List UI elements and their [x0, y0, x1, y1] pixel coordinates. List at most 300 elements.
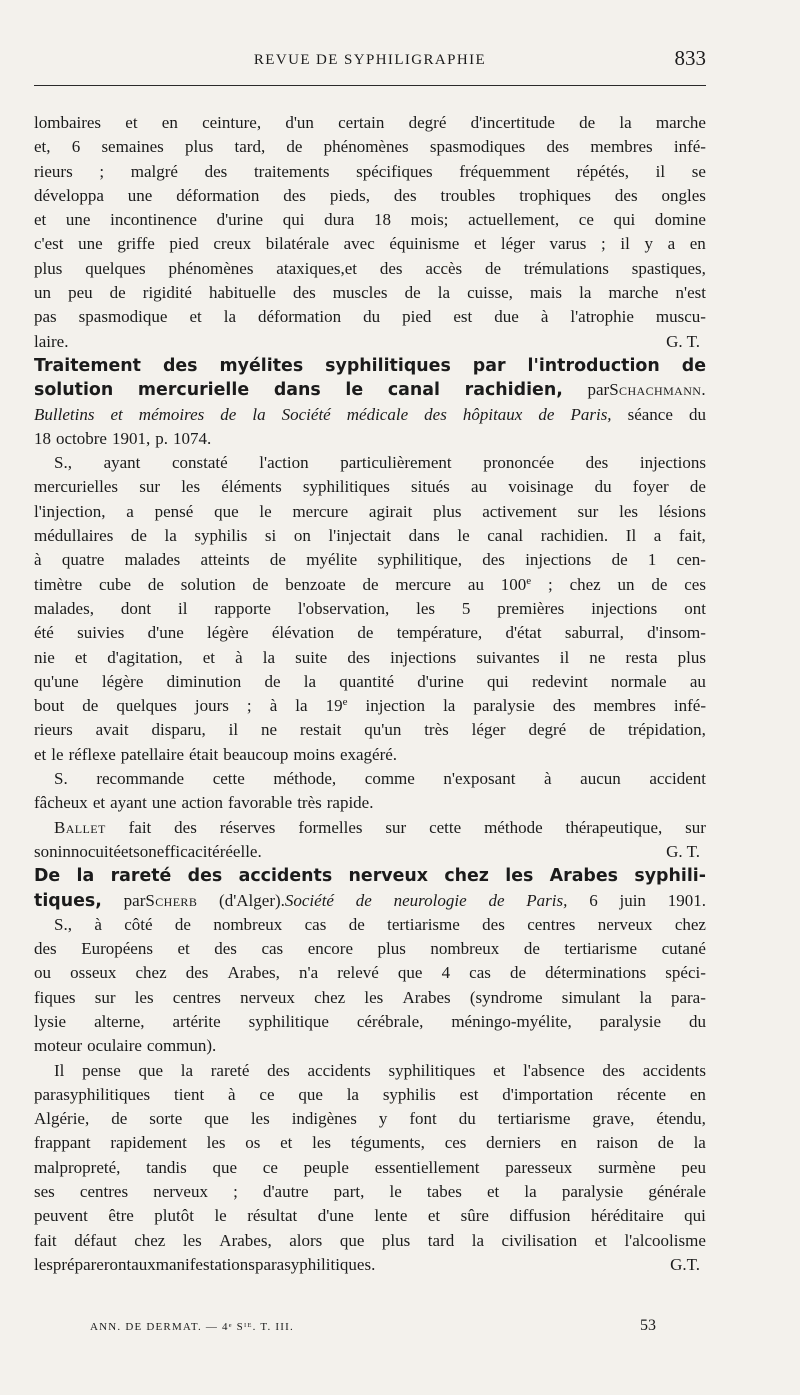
article-body	[34, 111, 706, 1277]
word: de	[538, 404, 555, 424]
word: cette	[212, 769, 245, 789]
word: S.,	[54, 914, 72, 934]
word: membres	[593, 696, 656, 716]
word: centres	[172, 987, 221, 1007]
word: due	[494, 307, 519, 327]
word: au	[470, 477, 488, 497]
text-line	[34, 524, 706, 548]
word: patellaire	[120, 744, 184, 764]
word: premières	[497, 598, 565, 618]
word: ceinture,	[202, 113, 262, 132]
word: et	[202, 647, 215, 667]
word: nombreux	[430, 939, 500, 959]
text-line	[34, 791, 706, 815]
word: chez	[314, 987, 346, 1007]
word: traitements	[253, 161, 330, 181]
word: malpropreté,	[34, 1157, 121, 1177]
word: méthode,	[273, 769, 337, 789]
word: que	[138, 1060, 164, 1080]
word: solution	[34, 380, 114, 401]
word: rareté	[110, 866, 172, 887]
word: benzoate	[285, 574, 346, 594]
word: héréditaire	[591, 1206, 664, 1226]
text-line	[34, 1253, 706, 1277]
word: de	[147, 574, 164, 594]
word: pensé	[154, 501, 194, 521]
text-line	[34, 1034, 706, 1058]
word: pieds,	[329, 185, 370, 205]
text-line	[34, 621, 706, 645]
word: injections	[591, 598, 658, 618]
word: qu'une	[34, 671, 79, 691]
word: sorte	[149, 1109, 183, 1129]
word: médullaires	[34, 526, 114, 546]
word: mémoires	[138, 404, 205, 424]
word: tandis	[146, 1157, 187, 1177]
word: spécifiques	[356, 161, 433, 181]
word: Il	[54, 1060, 65, 1080]
word: trophiques	[519, 185, 591, 205]
text-line	[34, 1156, 706, 1180]
word: d'urine	[216, 210, 264, 230]
word: qui	[684, 1206, 706, 1226]
word: efficacité	[156, 841, 220, 861]
word: certain	[338, 113, 385, 132]
word: d'un	[285, 113, 314, 132]
word: comme	[364, 769, 415, 789]
word: parasyphilitiques.	[254, 1254, 376, 1274]
word: la	[471, 1230, 485, 1250]
text-line	[34, 208, 706, 232]
word: innocuité	[57, 841, 121, 861]
word: jours	[194, 696, 229, 716]
word: infé-	[673, 696, 706, 716]
word: des	[585, 453, 609, 473]
word: accidents	[238, 866, 333, 887]
word: Paris,	[570, 404, 612, 424]
word: injections	[390, 647, 457, 667]
word: et	[594, 1230, 607, 1250]
text-line	[34, 1107, 706, 1131]
word: myélite	[306, 550, 358, 570]
word: des	[34, 939, 57, 959]
word: pied	[402, 307, 432, 327]
word: de	[404, 283, 421, 303]
word: les	[416, 598, 435, 618]
text-line	[34, 232, 706, 256]
word: chez	[569, 574, 601, 594]
word: n'a	[299, 963, 319, 983]
word: et	[34, 744, 47, 764]
word: Paris,	[526, 890, 568, 910]
word: légère	[207, 623, 249, 643]
word: neurologie	[393, 890, 467, 910]
word: méthode	[484, 817, 543, 837]
word: mercurielles	[34, 477, 119, 497]
word: plus	[381, 1230, 411, 1250]
word: 1074.	[172, 428, 212, 448]
word: de	[689, 477, 706, 497]
word: ne	[260, 720, 277, 740]
word: tabes	[426, 1182, 462, 1202]
word: indigènes	[291, 1109, 357, 1129]
word: la	[619, 113, 632, 132]
word: Il	[625, 526, 637, 546]
text-line	[34, 961, 706, 985]
word: des	[283, 185, 306, 205]
word: et	[177, 939, 190, 959]
word: constaté	[171, 453, 228, 473]
word: (d'Alger).Société	[219, 890, 334, 910]
word: côté	[124, 914, 153, 934]
word: les	[619, 501, 638, 521]
word: recommande	[96, 769, 185, 789]
word: muscu-	[655, 307, 706, 327]
page-footer	[90, 1317, 656, 1341]
text-line	[34, 1059, 706, 1083]
word: Algérie,	[34, 1109, 90, 1129]
word: accès	[425, 258, 463, 278]
word: 5	[461, 598, 471, 618]
word: commun).	[146, 1036, 217, 1056]
word: peuvent	[34, 1206, 88, 1226]
word: la	[346, 1084, 359, 1104]
word: artérite	[172, 1011, 221, 1031]
word: phénomènes	[168, 258, 254, 278]
word: suivies	[77, 623, 125, 643]
word: des	[214, 939, 237, 959]
word: et,	[34, 137, 51, 157]
word: thérapeutique,	[565, 817, 663, 837]
word: 18	[34, 428, 51, 448]
text-line	[34, 305, 706, 329]
word: est	[459, 1084, 479, 1104]
word: quatre	[61, 550, 105, 570]
word: tertiarisme	[497, 1109, 571, 1129]
word: 1	[647, 550, 657, 570]
word: syphilis	[194, 526, 248, 546]
word: plus	[377, 939, 406, 959]
text-line	[34, 937, 706, 961]
word: tard,	[234, 137, 266, 157]
text-line	[34, 111, 706, 135]
word: de	[589, 720, 606, 740]
word: marche	[655, 113, 706, 132]
word: de	[269, 550, 286, 570]
word: est	[453, 307, 473, 327]
text-line	[34, 403, 706, 427]
word: paresseux	[505, 1157, 573, 1177]
word: du	[363, 307, 381, 327]
word: semaines	[101, 137, 164, 157]
word: du	[688, 1011, 706, 1031]
text-line	[34, 160, 706, 184]
word: nerveux	[153, 1182, 208, 1202]
word: frappant	[34, 1133, 91, 1153]
word: situés	[411, 477, 450, 497]
word: restait	[299, 720, 342, 740]
word: d'agitation,	[107, 647, 183, 667]
word: l'observation,	[297, 598, 390, 618]
text-line	[34, 378, 706, 402]
word: paralysie	[561, 1182, 624, 1202]
word: nombreux	[213, 914, 283, 934]
word: de	[130, 526, 147, 546]
word: la	[524, 1182, 537, 1202]
word: Ballet	[54, 817, 106, 837]
word: des	[482, 550, 505, 570]
word: la	[223, 307, 237, 327]
word: et	[110, 404, 123, 424]
word: la	[180, 1060, 194, 1080]
word: que	[204, 1109, 229, 1129]
word: nerveux	[597, 914, 653, 934]
text-line	[34, 840, 706, 864]
word: de	[109, 283, 126, 303]
word: et	[120, 841, 134, 861]
text-line	[34, 451, 706, 475]
word: et	[493, 1060, 506, 1080]
word: atteints	[200, 550, 250, 570]
word: à	[228, 1084, 236, 1104]
word: d'incertitude	[470, 113, 555, 132]
word: l'alcoolisme	[624, 1230, 706, 1250]
word: cas	[469, 963, 491, 983]
word: activement	[482, 501, 557, 521]
word: incontinence	[110, 210, 197, 230]
text-line	[34, 500, 706, 524]
word: saburral,	[564, 623, 624, 643]
word: actuellement,	[468, 210, 560, 230]
word: plus	[34, 258, 63, 278]
word: des	[379, 258, 403, 278]
word: être	[108, 1206, 134, 1226]
word: pas	[34, 307, 57, 327]
word: de	[286, 137, 303, 157]
word: résultat	[247, 1206, 298, 1226]
word: S.	[54, 769, 68, 789]
word: 18	[373, 210, 391, 230]
word: la	[639, 987, 652, 1007]
word: aux	[131, 1254, 156, 1274]
word: peuple	[303, 1157, 349, 1177]
word: resta	[625, 647, 658, 667]
word: le	[259, 501, 272, 521]
word: récente	[616, 1084, 667, 1104]
word: ce	[578, 210, 594, 230]
word: la	[443, 696, 456, 716]
word: d'état	[505, 623, 542, 643]
word: paralysie	[599, 1011, 662, 1031]
word: tient	[173, 1084, 205, 1104]
word: malades,	[34, 598, 94, 618]
word: que	[212, 1157, 238, 1177]
word: syphilitiques	[388, 1060, 476, 1080]
word: fréquemment	[459, 161, 550, 181]
word: léger	[500, 234, 535, 254]
text-line	[34, 573, 706, 597]
page-number: 833	[674, 46, 706, 70]
word: 4	[441, 963, 451, 983]
word: léger	[471, 720, 506, 740]
word: la	[262, 647, 276, 667]
word: bilatérale	[265, 234, 329, 254]
word: de	[362, 574, 379, 594]
word: rieurs	[34, 720, 73, 740]
word: des	[347, 647, 371, 667]
word: centres	[527, 914, 576, 934]
word: exagéré.	[339, 744, 398, 764]
word: foyer	[632, 477, 669, 497]
word: une	[127, 185, 153, 205]
text-line	[34, 864, 706, 888]
word: ses	[34, 1182, 55, 1202]
word: il	[655, 161, 666, 181]
word: ou	[34, 963, 51, 983]
word: l'injectait	[328, 526, 391, 546]
word: que	[397, 963, 423, 983]
word: cen-	[676, 550, 706, 570]
word: des	[187, 866, 223, 887]
word: syphili-	[634, 866, 706, 887]
word: les	[34, 1254, 53, 1274]
word: des	[162, 355, 198, 376]
word: injections	[639, 453, 706, 473]
word: moteur	[34, 1036, 83, 1056]
word: quelques	[116, 696, 177, 716]
word: bout	[34, 696, 65, 716]
word: 6	[589, 890, 598, 910]
word: Arabes	[402, 987, 451, 1007]
word: sûre	[460, 1206, 489, 1226]
word: mercure	[292, 501, 349, 521]
word: de	[510, 963, 527, 983]
word: réflexe	[68, 744, 116, 764]
word: alors	[289, 1230, 323, 1250]
word: par	[472, 355, 506, 376]
word: sur	[139, 477, 160, 497]
word: fait	[34, 1230, 57, 1250]
word: et	[487, 1182, 500, 1202]
word: un	[34, 283, 51, 303]
word: d'une	[317, 1206, 354, 1226]
word: de	[174, 914, 191, 934]
word: oculaire	[87, 1036, 142, 1056]
word: l'injection,	[34, 501, 106, 521]
word: favorable	[228, 793, 293, 813]
word: disparu,	[151, 720, 206, 740]
word: l'atrophie	[570, 307, 634, 327]
word: fâcheux	[34, 793, 88, 813]
word: trémulations	[523, 258, 609, 278]
word: alterne,	[94, 1011, 145, 1031]
word: sur	[685, 817, 706, 837]
text-line	[34, 548, 706, 572]
text-line	[34, 767, 706, 791]
word: pense	[82, 1060, 121, 1080]
word: le	[51, 744, 64, 764]
text-line	[34, 257, 706, 281]
word: déterminations	[545, 963, 647, 983]
word: très	[297, 793, 322, 813]
word: syphilitiques	[302, 477, 390, 497]
word: réserves	[219, 817, 276, 837]
word: phénomènes	[323, 137, 409, 157]
word: la	[303, 671, 317, 691]
text-line	[34, 1131, 706, 1155]
word: 100e	[500, 574, 532, 594]
word: ;	[600, 234, 606, 254]
word: les	[181, 477, 201, 497]
word: de	[488, 890, 505, 910]
running-head	[34, 46, 706, 76]
word: du	[458, 1109, 476, 1129]
word: ces	[444, 1133, 467, 1153]
word: rigidité	[142, 283, 192, 303]
word: ce	[262, 1157, 278, 1177]
word: part,	[333, 1182, 365, 1202]
word: très	[424, 720, 449, 740]
word: qui	[487, 671, 509, 691]
word: les	[505, 866, 534, 887]
word: accidents	[307, 1060, 371, 1080]
word: redevint	[531, 671, 588, 691]
text-line	[34, 354, 706, 378]
word: y	[378, 1109, 388, 1129]
word: peu	[68, 283, 93, 303]
word: fiques	[34, 987, 76, 1007]
word: température,	[396, 623, 483, 643]
word: que	[214, 501, 239, 521]
word: encore	[307, 939, 353, 959]
word: voisinage	[508, 477, 574, 497]
word: rapide.	[326, 793, 374, 813]
word: membres	[590, 137, 653, 157]
word: y	[644, 234, 653, 254]
word: syphilitiques	[325, 355, 451, 376]
text-line	[34, 1180, 706, 1204]
word: Traitement	[34, 355, 141, 376]
word: suivantes	[476, 647, 540, 667]
text-line	[34, 913, 706, 937]
text-line	[34, 135, 706, 159]
word: troubles	[440, 185, 496, 205]
word: séance	[627, 404, 673, 424]
word: sur	[577, 501, 599, 521]
word: de	[611, 550, 628, 570]
word: surmène	[598, 1157, 656, 1177]
word: le	[457, 526, 470, 546]
word: de	[357, 623, 374, 643]
word: spéci-	[665, 963, 706, 983]
word: au	[467, 574, 484, 594]
word: nie	[34, 647, 55, 667]
word: défaut	[74, 1230, 117, 1250]
word: cuisse,	[467, 283, 513, 303]
header-rule	[34, 85, 706, 86]
word: creux	[213, 234, 252, 254]
text-line	[34, 475, 706, 499]
word: l'absence	[523, 1060, 585, 1080]
word: ce	[259, 1084, 275, 1104]
word: développa	[34, 185, 104, 205]
word: syphilis	[382, 1084, 436, 1104]
word: des	[267, 1060, 290, 1080]
word: en	[689, 1084, 706, 1104]
word: solution	[180, 574, 236, 594]
word: générale	[648, 1182, 706, 1202]
word: lysie	[34, 1011, 67, 1031]
